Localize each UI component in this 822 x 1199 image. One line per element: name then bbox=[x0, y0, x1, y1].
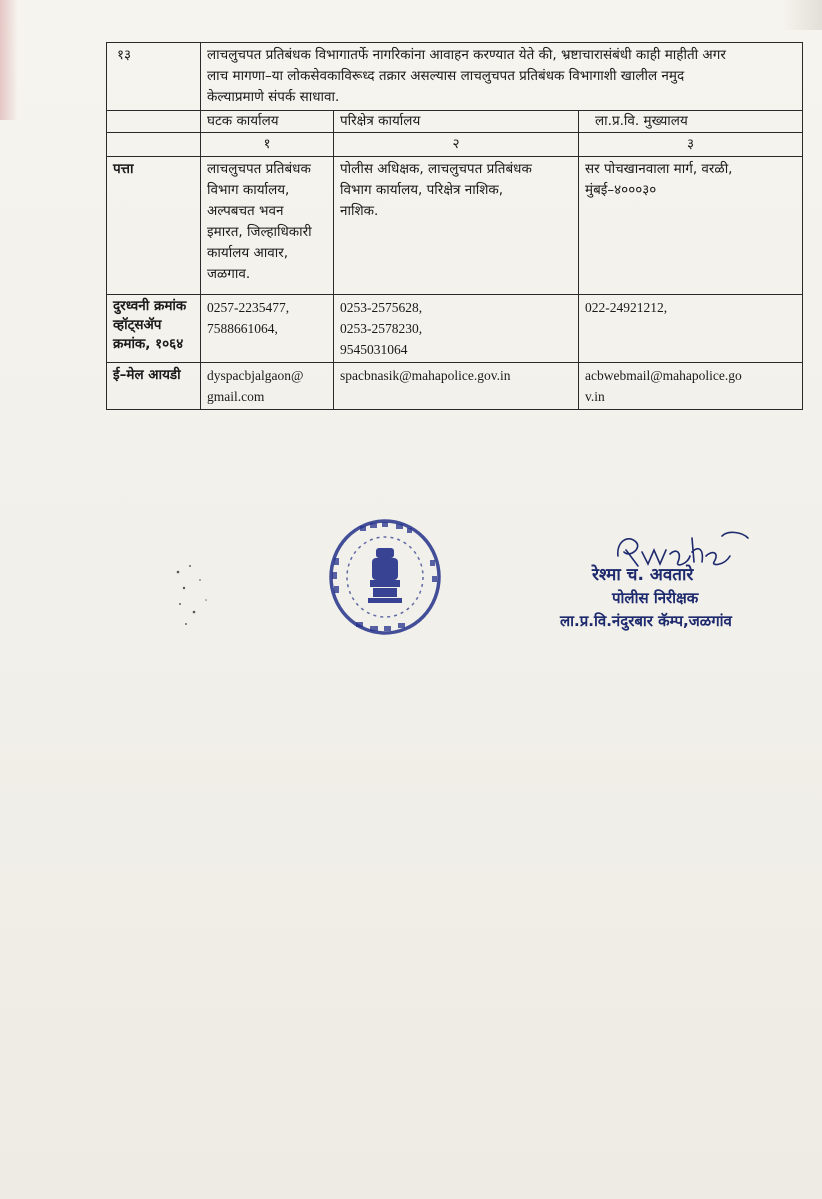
address-line: नाशिक. bbox=[340, 203, 379, 219]
emblem-icon bbox=[368, 548, 402, 603]
address-line: जळगाव. bbox=[207, 266, 251, 282]
column-header-range-office: परिक्षेत्र कार्यालय bbox=[334, 111, 579, 133]
email-unit-office bbox=[201, 363, 334, 410]
address-row bbox=[107, 157, 803, 295]
column-number: १ bbox=[201, 133, 334, 157]
address-line: सर पोचखानवाला मार्ग, वरळी, bbox=[585, 161, 733, 177]
header-empty-cell bbox=[107, 111, 201, 133]
phone-number: 022-24921212, bbox=[585, 300, 668, 315]
number-empty-cell bbox=[107, 133, 201, 157]
email-row bbox=[107, 363, 803, 410]
signatory-name: रेश्मा च. अवतारे bbox=[592, 565, 694, 585]
phone-unit-office bbox=[201, 295, 334, 363]
phone-number: 0257-2235477, bbox=[207, 300, 290, 315]
intro-line: लाचलुचपत प्रतिबंधक विभागातर्फे नागरिकांना आवाहन करण्यात येते की, भ्रष्टाचारासंबंधी काही माहीती अगर bbox=[207, 47, 726, 63]
intro-line: लाच मागणा–या लोकसेवकाविरूध्द तक्रार असल्यास लाचलुचपत प्रतिबंधक विभागाशी खालील नमुद bbox=[207, 68, 685, 84]
phone-number: 7588661064, bbox=[207, 321, 278, 336]
section-number: १३ bbox=[107, 43, 201, 111]
address-line: कार्यालय आवार, bbox=[207, 245, 289, 261]
number-row bbox=[107, 133, 803, 157]
phone-label-line: व्हॉट्सॲप bbox=[113, 317, 162, 333]
email-headquarters bbox=[579, 363, 803, 410]
phone-headquarters bbox=[579, 295, 803, 363]
phone-number: 9545031064 bbox=[340, 342, 408, 357]
column-header-headquarters: ला.प्र.वि. मुख्यालय bbox=[579, 111, 803, 133]
email-line: spacbnasik@mahapolice.gov.in bbox=[340, 368, 511, 383]
phone-label bbox=[107, 295, 201, 363]
address-line: अल्पबचत भवन bbox=[207, 203, 284, 219]
signatory-office: ला.प्र.वि.नंदुरबार कॅम्प,जळगांव bbox=[560, 612, 732, 630]
address-line: विभाग कार्यालय, bbox=[207, 182, 290, 198]
address-line: पोलीस अधिक्षक, लाचलुचपत प्रतिबंधक bbox=[340, 161, 532, 177]
intro-text bbox=[201, 43, 803, 111]
address-unit-office bbox=[201, 157, 334, 295]
column-header-unit-office: घटक कार्यालय bbox=[201, 111, 334, 133]
address-line: इमारत, जिल्हाधिकारी bbox=[207, 224, 312, 240]
page-corner-shadow bbox=[782, 0, 822, 30]
page-edge-stain bbox=[0, 0, 18, 120]
address-headquarters bbox=[579, 157, 803, 295]
address-line: मुंबई–४०००३० bbox=[585, 182, 657, 198]
signatory-designation: पोलीस निरीक्षक bbox=[612, 589, 699, 607]
intro-line: केल्याप्रमाणे संपर्क साधावा. bbox=[207, 89, 340, 105]
contact-table bbox=[106, 42, 803, 410]
email-line: dyspacbjalgaon@ bbox=[207, 368, 304, 383]
address-range-office bbox=[334, 157, 579, 295]
phone-row bbox=[107, 295, 803, 363]
ink-speckles bbox=[170, 560, 230, 640]
phone-label-line: दुरध्वनी क्रमांक bbox=[113, 298, 187, 314]
address-line: लाचलुचपत प्रतिबंधक bbox=[207, 161, 311, 177]
phone-range-office bbox=[334, 295, 579, 363]
address-label: पत्ता bbox=[107, 157, 201, 295]
address-line: विभाग कार्यालय, परिक्षेत्र नाशिक, bbox=[340, 182, 504, 198]
phone-number: 0253-2575628, bbox=[340, 300, 423, 315]
email-range-office bbox=[334, 363, 579, 410]
email-line: gmail.com bbox=[207, 389, 265, 404]
phone-label-line: क्रमांक, १०६४ bbox=[113, 336, 184, 352]
column-number: २ bbox=[334, 133, 579, 157]
official-seal bbox=[326, 518, 444, 636]
email-label: ई–मेल आयडी bbox=[107, 363, 201, 410]
phone-number: 0253-2578230, bbox=[340, 321, 423, 336]
email-line: v.in bbox=[585, 389, 605, 404]
header-row bbox=[107, 111, 803, 133]
email-line: acbwebmail@mahapolice.go bbox=[585, 368, 742, 383]
intro-row bbox=[107, 43, 803, 111]
column-number: ३ bbox=[579, 133, 803, 157]
